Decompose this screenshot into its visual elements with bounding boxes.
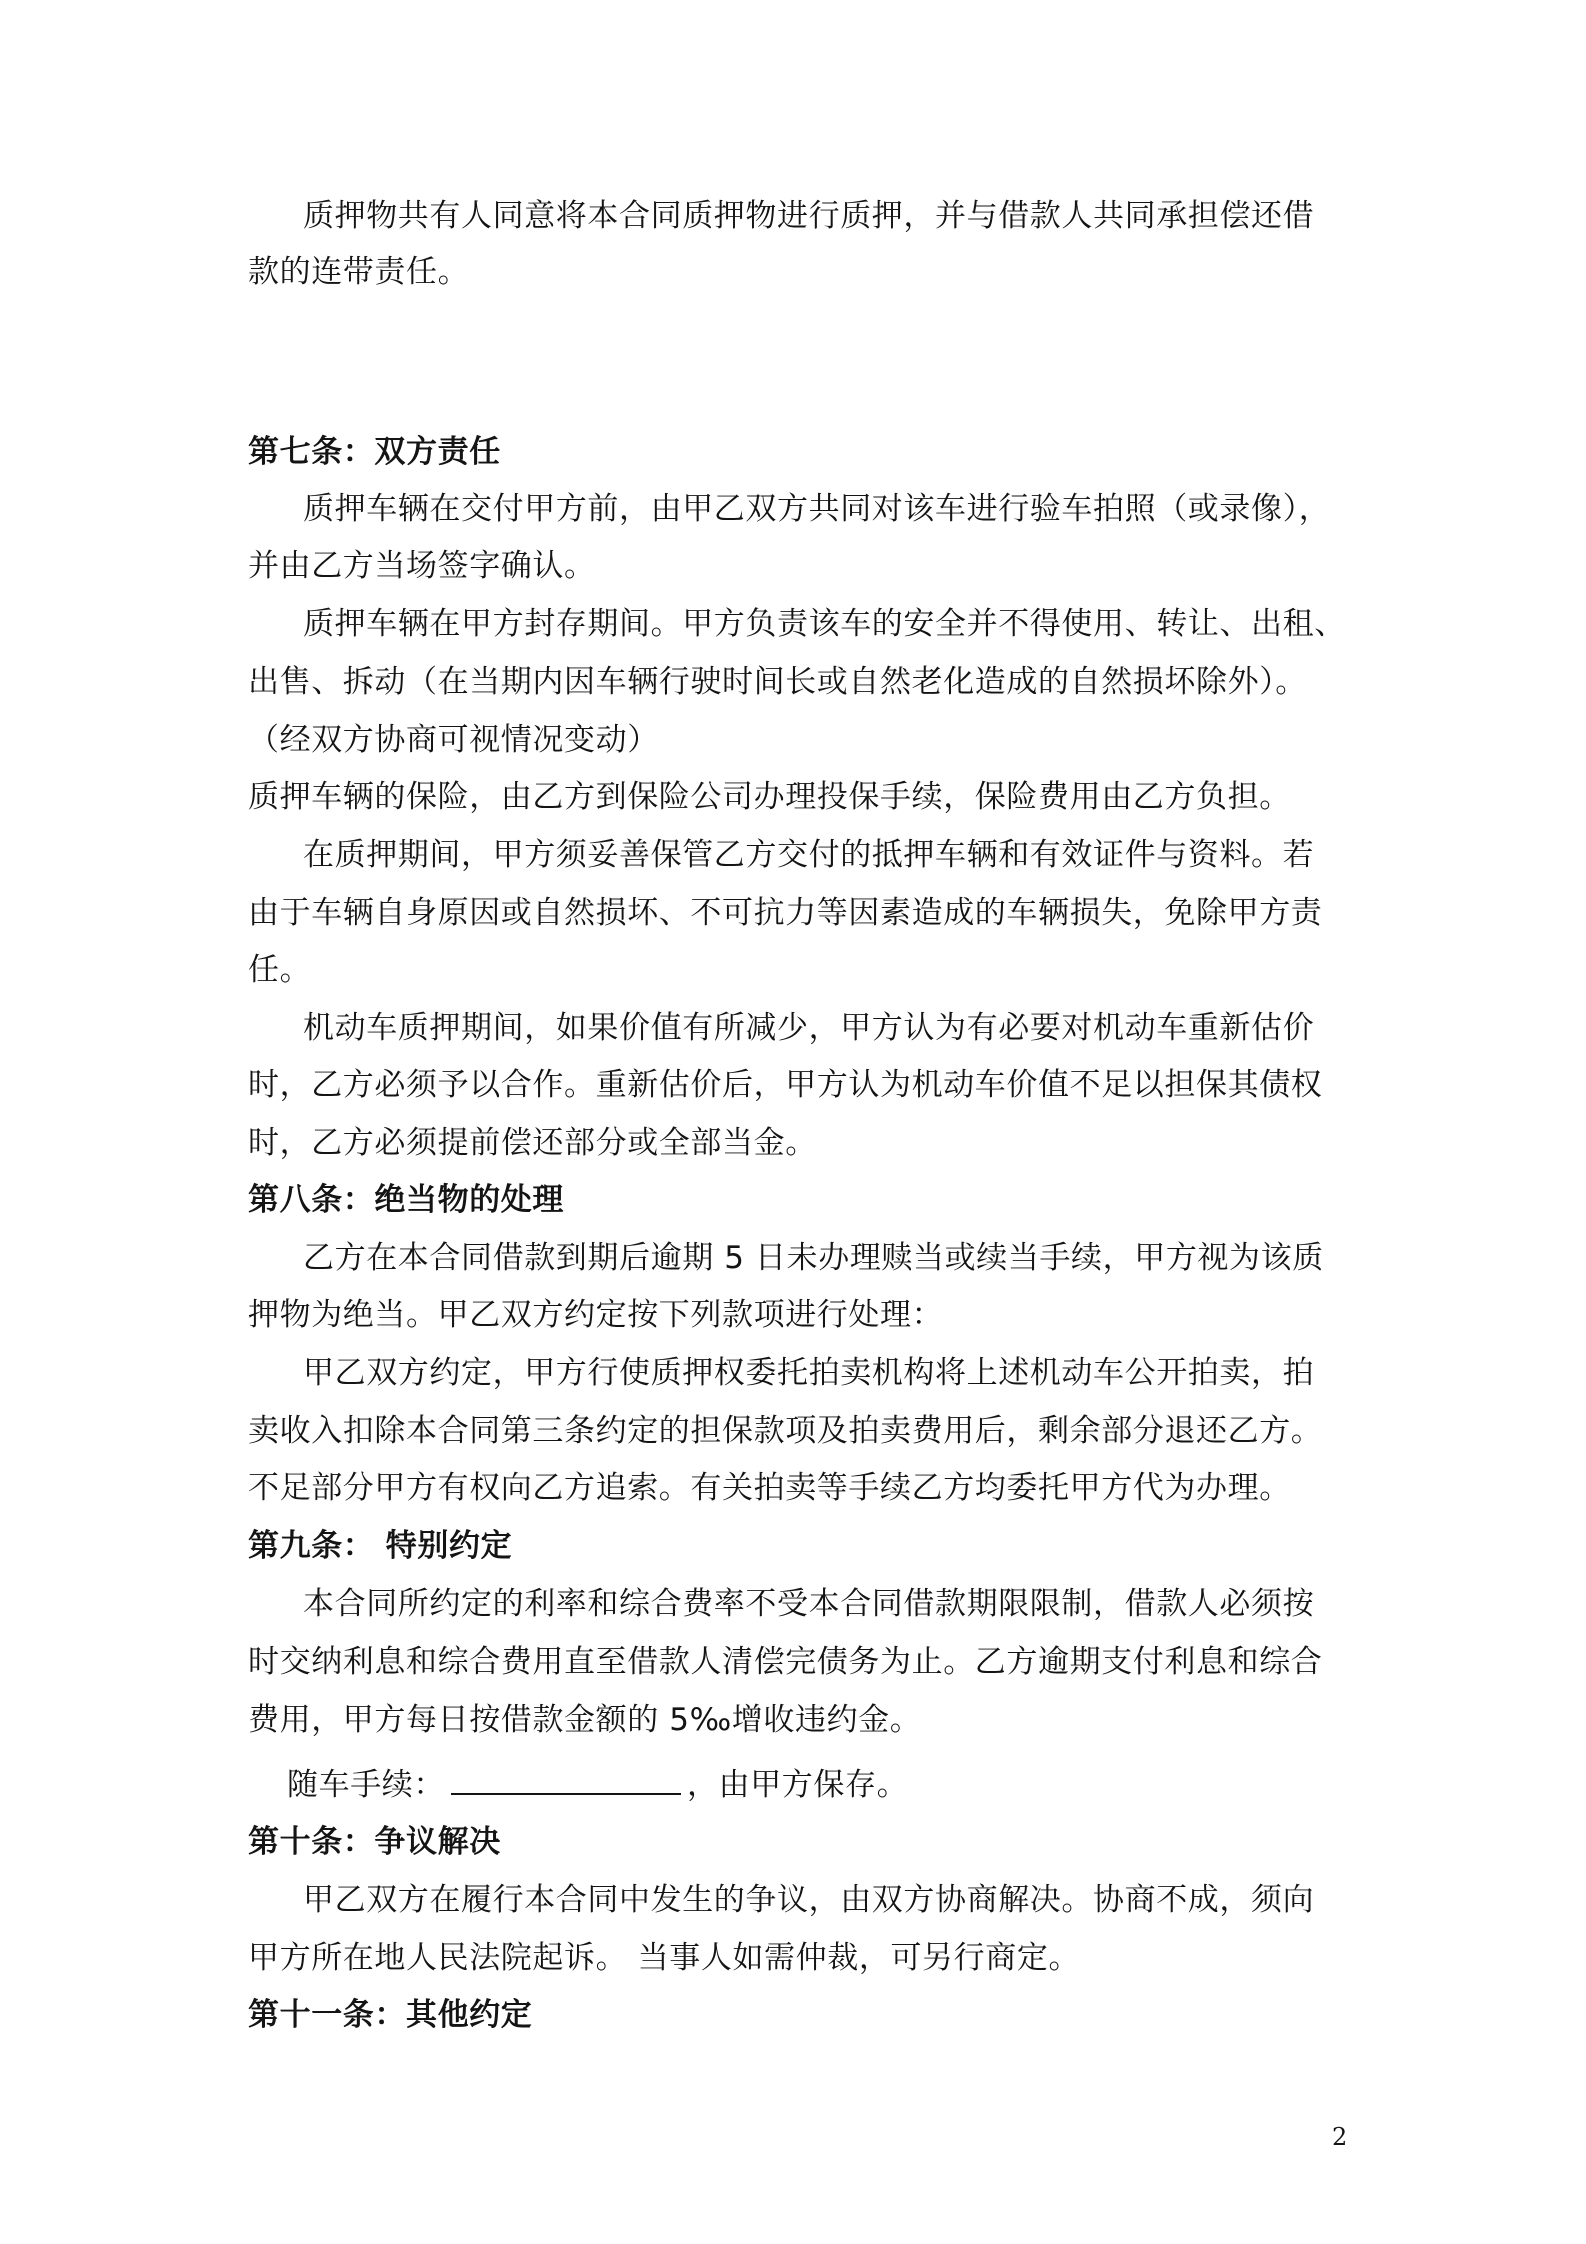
page-number: 2 — [1332, 2123, 1348, 2151]
section-heading-article-11: 第十一条：其他约定 — [248, 1997, 533, 2033]
paragraph-line: 本合同所约定的利率和综合费率不受本合同借款期限限制，借款人必须按 — [303, 1586, 1315, 1622]
paragraph-line: 任。 — [248, 952, 312, 988]
section-heading-article-9: 第九条： 特别约定 — [248, 1528, 513, 1564]
paragraph-line: 押物为绝当。甲乙双方约定按下列款项进行处理： — [248, 1297, 944, 1333]
section-heading-article-10: 第十条：争议解决 — [248, 1824, 501, 1860]
paragraph-line: 款的连带责任。 — [248, 254, 470, 290]
section-heading-article-8: 第八条：绝当物的处理 — [248, 1182, 564, 1218]
paragraph-line: 质押车辆在甲方封存期间。甲方负责该车的安全并不得使用、转让、出租、 — [303, 606, 1346, 642]
paragraph-line: 机动车质押期间，如果价值有所减少，甲方认为有必要对机动车重新估价 — [303, 1010, 1315, 1046]
paragraph-line: 在质押期间，甲方须妥善保管乙方交付的抵押车辆和有效证件与资料。若 — [303, 837, 1315, 873]
paragraph-line: 时，乙方必须提前偿还部分或全部当金。 — [248, 1125, 817, 1161]
procedures-blank-field[interactable] — [451, 1763, 681, 1795]
section-heading-article-7: 第七条：双方责任 — [248, 434, 501, 470]
paragraph-line: 不足部分甲方有权向乙方追索。有关拍卖等手续乙方均委托甲方代为办理。 — [248, 1470, 1291, 1506]
paragraph-line: 甲方所在地人民法院起诉。 当事人如需仲裁，可另行商定。 — [248, 1940, 1081, 1976]
paragraph-line: 时，乙方必须予以合作。重新估价后，甲方认为机动车价值不足以担保其债权 — [248, 1067, 1323, 1103]
paragraph-line: 甲乙双方约定，甲方行使质押权委托拍卖机构将上述机动车公开拍卖，拍 — [303, 1355, 1315, 1391]
procedures-label: 随车手续： — [287, 1767, 445, 1803]
procedures-suffix: ，由甲方保存。 — [687, 1767, 909, 1803]
paragraph-line: 甲乙双方在履行本合同中发生的争议，由双方协商解决。协商不成，须向 — [303, 1882, 1315, 1918]
paragraph-line: 乙方在本合同借款到期后逾期 5 日未办理赎当或续当手续，甲方视为该质 — [303, 1240, 1324, 1276]
paragraph-line: 时交纳利息和综合费用直至借款人清偿完债务为止。乙方逾期支付利息和综合 — [248, 1644, 1323, 1680]
paragraph-line: 卖收入扣除本合同第三条约定的担保款项及拍卖费用后，剩余部分退还乙方。 — [248, 1413, 1323, 1449]
paragraph-line: 质押车辆在交付甲方前，由甲乙双方共同对该车进行验车拍照（或录像）， — [303, 491, 1331, 527]
paragraph-line: 费用，甲方每日按借款金额的 5‰增收违约金。 — [248, 1702, 922, 1738]
paragraph-line: 出售、拆动（在当期内因车辆行驶时间长或自然老化造成的自然损坏除外）。 — [248, 664, 1307, 700]
paragraph-line: 质押车辆的保险，由乙方到保险公司办理投保手续，保险费用由乙方负担。 — [248, 779, 1291, 815]
paragraph-line: 质押物共有人同意将本合同质押物进行质押，并与借款人共同承担偿还借 — [303, 198, 1315, 234]
paragraph-line: 由于车辆自身原因或自然损坏、不可抗力等因素造成的车辆损失，免除甲方责 — [248, 895, 1323, 931]
procedures-line — [287, 1763, 908, 1805]
paragraph-line: 并由乙方当场签字确认。 — [248, 548, 596, 584]
paragraph-line: （经双方协商可视情况变动） — [248, 722, 659, 758]
